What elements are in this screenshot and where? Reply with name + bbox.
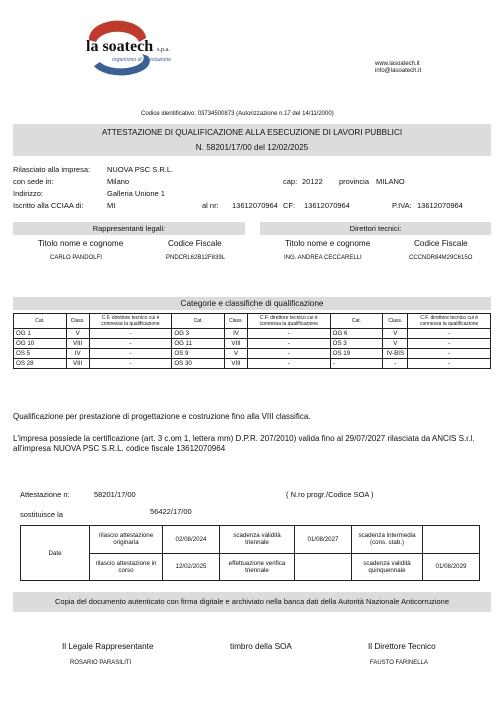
category-cf: - — [89, 359, 172, 369]
triennial-value: 01/08/2027 — [295, 526, 352, 554]
legal-name-header: Titolo nome e cognome — [38, 239, 124, 248]
category-class: V — [225, 349, 248, 359]
dates-row-2 — [21, 553, 480, 581]
col-class: Class. — [225, 314, 248, 329]
technical-name: ING. ANDREA CECCARELLI — [284, 255, 362, 261]
province-value: MILANO — [376, 177, 405, 186]
verify-label: effettuazione verifica triennale — [220, 553, 295, 581]
cap-value: 20122 — [302, 177, 323, 186]
date-label: Date — [21, 526, 90, 581]
category-code: OS 28 — [14, 359, 67, 369]
cf-label: CF: — [283, 201, 296, 210]
category-cf: - — [408, 329, 491, 339]
technical-name-header: Titolo nome e cognome — [285, 239, 371, 248]
col-cf: C.F. direttore tecnico cui è connessa la qualificazione — [408, 314, 491, 329]
title-line2: N. 58201/17/00 del 12/02/2025 — [195, 143, 309, 152]
table-row — [14, 329, 491, 339]
category-code: OG 10 — [14, 339, 67, 349]
category-cf: - — [408, 359, 491, 369]
category-class: IV — [66, 349, 89, 359]
triennial-label: scadenza validità triennale — [220, 526, 295, 554]
categories-header-row — [14, 314, 491, 329]
category-class: IV-BIS — [383, 349, 408, 359]
legal-heading: Rappresentanti legali: — [92, 224, 166, 233]
title-line1: ATTESTAZIONE DI QUALIFICAZIONE ALLA ESECUZIONE DI LAVORI PUBBLICI — [101, 128, 403, 137]
director-signature-name: FAUSTO FARINELLA — [370, 660, 428, 666]
category-cf: - — [247, 359, 330, 369]
quinq-label: scadenza validità quinquennale — [352, 553, 423, 581]
category-code: OG 1 — [14, 329, 67, 339]
col-class: Class. — [383, 314, 408, 329]
category-code: OS 3 — [330, 339, 383, 349]
col-cf: C.F. direttore tecnico cui è connessa la qualificazione — [89, 314, 172, 329]
dates-table — [20, 525, 480, 581]
table-row — [14, 349, 491, 359]
issued-value: NUOVA PSC S.R.L. — [107, 165, 174, 174]
category-class: VIII — [66, 339, 89, 349]
table-row — [14, 339, 491, 349]
category-code: OS 30 — [172, 359, 225, 369]
address-value: Galleria Unione 1 — [107, 189, 165, 198]
soa-stamp-label: timbro della SOA — [230, 642, 292, 651]
attestation-value: 58201/17/00 — [94, 490, 136, 499]
col-cf: C.F. direttore tecnico cui è connessa la qualificazione — [247, 314, 330, 329]
seat-label: con sede in: — [13, 177, 54, 186]
col-class: Class. — [66, 314, 89, 329]
nr-value: 13612070964 — [232, 201, 278, 210]
category-class: - — [383, 359, 408, 369]
cciaa-value: MI — [107, 201, 116, 210]
logo-text: la soatech — [86, 38, 154, 55]
cciaa-label: Iscritto alla CCIAA di: — [13, 201, 84, 210]
piva-label: P.IVA: — [392, 201, 412, 210]
table-row — [14, 359, 491, 369]
category-code: OS 5 — [14, 349, 67, 359]
category-class: V — [383, 339, 408, 349]
orig-value: 02/08/2024 — [163, 526, 220, 554]
attestation-label: Attestazione n: — [20, 490, 70, 499]
current-value: 12/02/2025 — [163, 553, 220, 581]
intermediate-value — [423, 526, 480, 554]
address-label: Indirizzo: — [13, 189, 44, 198]
issued-label: Rilasciato alla impresa: — [13, 165, 91, 174]
seat-value: Milano — [107, 177, 130, 186]
category-cf: - — [247, 329, 330, 339]
copy-note: Copia del documento autenticato con firma digitale e archiviato nella banca dati della Autorità Nazionale Anticorruzione — [55, 597, 449, 606]
category-class: VIII — [66, 359, 89, 369]
quinq-value: 01/08/2029 — [423, 553, 480, 581]
legal-cf: PNDCRL62B12F839L — [166, 255, 226, 261]
category-code: OG 11 — [172, 339, 225, 349]
email-link[interactable]: info@lasoatech.it — [375, 68, 422, 74]
director-signature-title: Il Direttore Tecnico — [368, 642, 436, 651]
technical-heading: Direttori tecnici: — [349, 224, 402, 233]
piva-value: 13612070964 — [417, 201, 463, 210]
category-code: OG 3 — [172, 329, 225, 339]
verify-value — [295, 553, 352, 581]
category-class: V — [66, 329, 89, 339]
category-cf: - — [89, 329, 172, 339]
categories-heading: Categorie e classifiche di qualificazione — [180, 299, 324, 308]
cf-value: 13612070964 — [304, 201, 350, 210]
legal-cf-header: Codice Fiscale — [168, 239, 222, 248]
category-code: OS 9 — [172, 349, 225, 359]
category-code: OS 19 — [330, 349, 383, 359]
orig-label: rilascio attestazione originaria — [90, 526, 163, 554]
logo-suffix: s.p.a. — [157, 47, 170, 53]
replaces-label: sostituisce la — [20, 510, 63, 519]
category-cf: - — [247, 339, 330, 349]
legal-name: CARLO PANDOLFI — [50, 255, 102, 261]
col-cat: Cat. — [330, 314, 383, 329]
cap-label: cap: — [283, 177, 298, 186]
categories-table — [13, 313, 491, 369]
current-label: rilascio attestazione in corso — [90, 553, 163, 581]
progr-label: ( N.ro progr./Codice SOA ) — [286, 490, 374, 499]
category-class: IV — [225, 329, 248, 339]
technical-cf-header: Codice Fiscale — [414, 239, 468, 248]
technical-cf: CCCNDR84M29C615O — [409, 255, 473, 261]
category-class: VIII — [225, 359, 248, 369]
category-code: - — [330, 359, 383, 369]
intermediate-label: scadenza intermedia (cons. stab.) — [352, 526, 423, 554]
certification-note: L'impresa possiede la certificazione (art. 3 c.om 1, lettera mm) D.P.R. 207/2010) valida fino al 29/07/2027 rilasciata da ANCIS S.r.l. all'impresa NUOVA PSC S.R.L. codice fiscale 13612070964 — [13, 434, 475, 453]
website-link[interactable]: www.lasoatech.it — [375, 61, 420, 67]
qualification-note: Qualificazione per prestazione di progettazione e costruzione fino alla VIII classifica. — [13, 412, 311, 421]
category-cf: - — [408, 339, 491, 349]
legal-signature-title: Il Legale Rappresentante — [62, 642, 154, 651]
replaces-value: 56422/17/00 — [150, 507, 192, 516]
category-code: OG 6 — [330, 329, 383, 339]
category-cf: - — [89, 339, 172, 349]
logo-tagline: organismo di attestazione — [112, 57, 172, 63]
category-class: V — [383, 329, 408, 339]
col-cat: Cat. — [172, 314, 225, 329]
dates-row-1 — [21, 526, 480, 554]
nr-label: al nr: — [202, 201, 219, 210]
code-line: Codice identificativo: 03734500873 (Autorizzazione n.17 del 14/11/2000) — [141, 111, 334, 117]
category-class: VIII — [225, 339, 248, 349]
category-cf: - — [89, 349, 172, 359]
col-cat: Cat. — [14, 314, 67, 329]
category-cf: - — [408, 349, 491, 359]
province-label: provincia — [339, 177, 370, 186]
legal-signature-name: ROSARIO PARASILITI — [70, 660, 132, 666]
category-cf: - — [247, 349, 330, 359]
